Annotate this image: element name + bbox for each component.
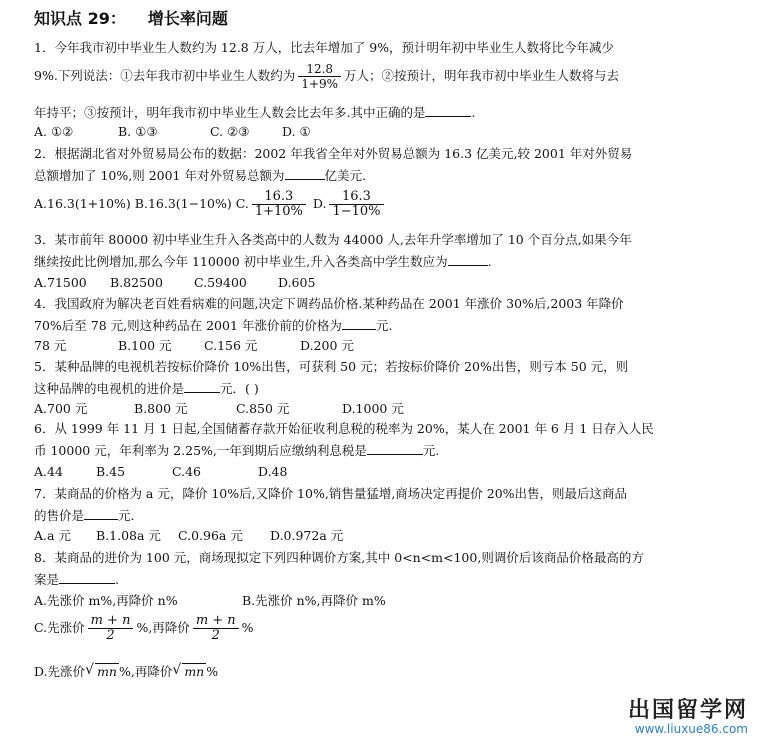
q7-line2-text: 的售价是 <box>34 508 85 523</box>
watermark-logo <box>628 693 748 736</box>
q5-line2-end: 元．( ) <box>220 381 259 396</box>
q2-option-d: D. <box>312 196 327 211</box>
q6-option-a: A.44 <box>34 464 63 479</box>
q2-line2-end: 亿美元. <box>324 168 366 183</box>
q2-d-den: 1−10% <box>332 204 381 219</box>
q4-option-b: B.100 元 <box>118 338 172 353</box>
q8-c-num-1: m + n <box>88 614 134 629</box>
q1-line3-text: 年持平；③按预计，明年我市初中毕业生人数会比去年多.其中正确的是 <box>34 105 426 120</box>
q8-d-post: % <box>206 664 219 679</box>
q1-line1: 1．今年我市初中毕业生人数约为 12.8 万人，比去年增加了 9%，预计明年初中毕业生人数将比今年减少 <box>34 40 615 55</box>
q7-option-b: B.1.08a 元 <box>96 528 161 543</box>
q8-c-den-2: 2 <box>211 628 220 643</box>
q5-line2 <box>34 380 259 397</box>
q3-line2 <box>34 253 492 270</box>
q8-c-post: % <box>241 620 254 635</box>
q5-line2-text: 这种品牌的电视机的进价是 <box>34 381 185 396</box>
q1-line3 <box>34 104 475 121</box>
q5-option-a: A.700 元 <box>34 401 88 416</box>
q1-line3-end: . <box>471 105 476 120</box>
q2-c-den: 1+10% <box>254 204 303 219</box>
q4-answer-blank <box>342 317 376 330</box>
q2-d-num: 16.3 <box>329 190 383 205</box>
q4-line1: 4．我国政府为解决老百姓看病难的问题,决定下调药品价格.某种药品在 2001 年涨价 30%后,2003 年降价 <box>34 296 624 311</box>
section-number: 知识点 29： <box>34 9 126 28</box>
q1-line2 <box>34 62 619 91</box>
q8-line2 <box>34 571 119 588</box>
q8-c-pre: C.先涨价 <box>34 620 85 635</box>
q8-c-den-1: 2 <box>106 628 115 643</box>
q8-d-sqrt-2 <box>172 664 206 680</box>
q3-option-d: D.605 <box>278 275 316 290</box>
q8-answer-blank <box>59 571 115 584</box>
q4-line2-text: 70%后至 78 元,则这种药品在 2001 年涨价前的价格为 <box>34 318 342 333</box>
q6-option-c: C.46 <box>172 464 201 479</box>
q4-line2-end: 元. <box>375 318 393 333</box>
q2-option-c-fraction <box>252 190 306 219</box>
q8-c-fraction-1 <box>88 614 134 643</box>
q6-line2-text: 币 10000 元，年利率为 2.25%,一年到期后应缴纳利息税是 <box>34 443 367 458</box>
q2-option-c: C. <box>235 196 249 211</box>
q1-options <box>34 124 311 140</box>
q2-option-b: B.16.3(1−10%) <box>134 196 232 211</box>
q6-line2 <box>34 442 439 459</box>
q7-answer-blank <box>84 507 118 520</box>
q2-answer-blank <box>285 167 325 180</box>
watermark-url: www.liuxue86.com <box>634 722 748 736</box>
q1-option-b: B. ①③ <box>118 124 158 139</box>
q4-option-d: D.200 元 <box>300 338 354 353</box>
q1-frac-num: 12.8 <box>298 62 341 77</box>
q8-line1: 8．某商品的进价为 100 元，商场现拟定下列四种调价方案,其中 0<n<m<100,则调价后该商品价格最高的方 <box>34 550 644 565</box>
q4-options <box>34 338 354 354</box>
q8-option-b: B.先涨价 n%,再降价 m% <box>242 593 386 608</box>
q7-line2 <box>34 507 135 524</box>
q5-option-b: B.800 元 <box>134 401 188 416</box>
q2-line2 <box>34 167 366 184</box>
q6-option-b: B.45 <box>96 464 126 479</box>
q1-line2-pre: 9%.下列说法：①去年我市初中毕业生人数约为 <box>34 68 296 83</box>
q8-options-ab <box>34 593 386 609</box>
q3-line2-end: . <box>487 254 492 269</box>
q4-option-a: 78 元 <box>34 338 67 353</box>
q7-options <box>34 528 343 544</box>
q1-option-a: A. ①② <box>34 124 74 139</box>
q6-answer-blank <box>367 442 423 455</box>
q1-line2-post: 万人；②按预计，明年我市初中毕业生人数将与去 <box>344 68 620 83</box>
q7-line1: 7．某商品的价格为 a 元，降价 10%后,又降价 10%,销售量猛增,商场决定再提价 20%出售，则最后这商品 <box>34 486 628 501</box>
q2-line2-text: 总额增加了 10%,则 2001 年对外贸易总额为 <box>34 168 285 183</box>
q5-answer-blank <box>184 380 220 393</box>
q8-c-fraction-2 <box>193 614 239 643</box>
q3-line2-text: 继续按此比例增加,那么今年 110000 初中毕业生,升入各类高中学生数应为 <box>34 254 448 269</box>
q8-option-a: A.先涨价 m%,再降价 n% <box>34 593 178 608</box>
q4-line2 <box>34 317 392 334</box>
q2-line1: 2．根据湖北省对外贸易局公布的数据：2002 年我省全年对外贸易总额为 16.3 亿美元,较 2001 年对外贸易 <box>34 146 633 161</box>
q7-option-a: A.a 元 <box>34 528 71 543</box>
q8-d-sqrt-arg-1: mn <box>97 664 117 679</box>
q5-options <box>34 401 404 417</box>
q1-option-d: D. ① <box>282 124 311 139</box>
q8-d-pre: D.先涨价 <box>34 664 86 679</box>
q4-option-c: C.156 元 <box>204 338 258 353</box>
q5-option-c: C.850 元 <box>236 401 290 416</box>
q3-answer-blank <box>448 253 488 266</box>
q6-line2-end: 元. <box>422 443 440 458</box>
q3-options <box>34 275 315 291</box>
q7-line2-end: 元. <box>118 508 135 523</box>
section-topic: 增长率问题 <box>147 9 228 28</box>
watermark-title: 出国留学网 <box>627 698 748 723</box>
q3-option-a: A.71500 <box>34 275 87 290</box>
q2-option-a: A.16.3(1+10%) <box>34 196 131 211</box>
q7-option-c: C.0.96a 元 <box>178 528 243 543</box>
q3-option-c: C.59400 <box>194 275 247 290</box>
q8-option-c <box>34 614 254 643</box>
q5-option-d: D.1000 元 <box>342 401 404 416</box>
q1-answer-blank <box>425 104 471 117</box>
q6-option-d: D.48 <box>258 464 288 479</box>
q5-line1: 5．某种品牌的电视机若按标价降价 10%出售，可获利 50 元；若按标价降价 20%出售，则亏本 50 元，则 <box>34 359 629 374</box>
q2-option-d-fraction <box>329 190 383 219</box>
q3-line1: 3．某市前年 80000 初中毕业生升入各类高中的人数为 44000 人,去年升学率增加了 10 个百分点,如果今年 <box>34 232 632 247</box>
q6-line1: 6．从 1999 年 11 月 1 日起,全国储蓄存款开始征收利息税的税率为 20%，某人在 2001 年 6 月 1 日存入人民 <box>34 421 654 436</box>
q8-d-sqrt-1 <box>85 664 119 680</box>
q8-line2-end: . <box>115 572 119 587</box>
q8-c-mid: %,再降价 <box>136 620 190 635</box>
q1-fraction <box>298 62 341 91</box>
q7-option-d: D.0.972a 元 <box>270 528 344 543</box>
q2-options <box>34 190 387 219</box>
q1-frac-den: 1+9% <box>301 77 339 91</box>
q6-options <box>34 464 287 480</box>
q8-c-num-2: m + n <box>193 614 239 629</box>
section-title <box>34 6 228 29</box>
q2-c-num: 16.3 <box>252 190 306 205</box>
q8-line2-text: 案是 <box>34 572 60 587</box>
q3-option-b: B.82500 <box>110 275 163 290</box>
q8-d-sqrt-arg-2: mn <box>184 664 205 679</box>
q8-d-mid: %,再降价 <box>118 664 173 679</box>
q8-option-d <box>34 664 218 680</box>
q1-option-c: C. ②③ <box>210 124 250 139</box>
